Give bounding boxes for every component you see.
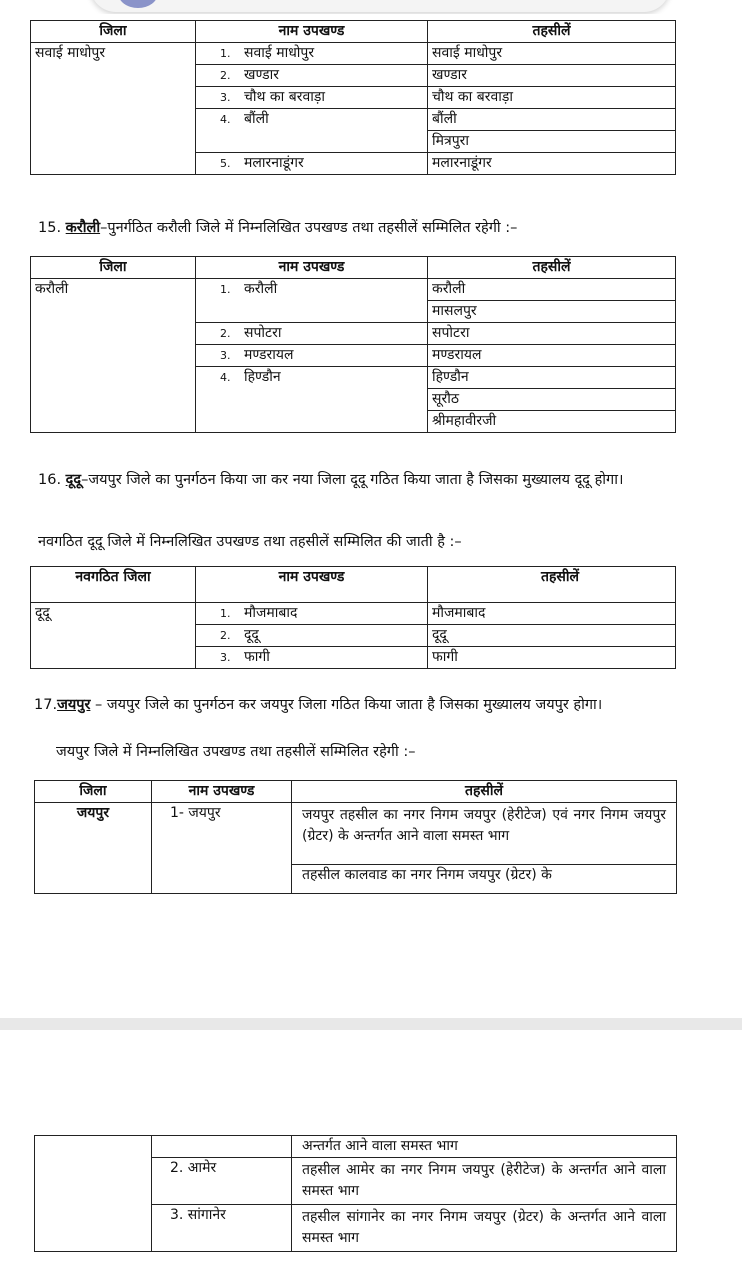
district-cell-empty bbox=[35, 1136, 152, 1252]
subdivision-cell: 3. चौथ का बरवाड़ा bbox=[196, 87, 428, 109]
subdivision-cell: 2. खण्डार bbox=[196, 65, 428, 87]
table-karauli bbox=[30, 256, 676, 433]
table-jaipur bbox=[34, 780, 677, 894]
subdivision-cell: 2. सपोटरा bbox=[196, 323, 428, 345]
col-header-district: जिला bbox=[31, 21, 196, 43]
tehsil-cell: मौजमाबाद bbox=[428, 603, 676, 625]
col-header-district: जिला bbox=[35, 781, 152, 803]
subdivision-cell: 1. मौजमाबाद bbox=[196, 603, 428, 625]
subdivision-cell-empty bbox=[196, 411, 428, 433]
tehsil-text-cell: जयपुर तहसील का नगर निगम जयपुर (हेरीटेज) एवं नगर निगम जयपुर (ग्रेटर) के अन्तर्गत आने वाला समस्त भाग bbox=[292, 803, 677, 865]
para-15: 15. करौली–पुनर्गठित करौली जिले में निम्नलिखित उपखण्ड तथा तहसीलें सम्मिलित रहेगी :– bbox=[38, 220, 518, 236]
tehsil-text-cell: अन्तर्गत आने वाला समस्त भाग bbox=[292, 1136, 677, 1158]
col-header-district: जिला bbox=[31, 257, 196, 279]
subdivision-cell: 1- जयपुर bbox=[152, 803, 292, 894]
subdivision-cell: 2. आमेर bbox=[152, 1158, 292, 1205]
subdivision-cell: 2. दूदू bbox=[196, 625, 428, 647]
district-cell: करौली bbox=[31, 279, 196, 433]
subdivision-cell-empty bbox=[196, 301, 428, 323]
tehsil-cell: फागी bbox=[428, 647, 676, 669]
district-cell: सवाई माधोपुर bbox=[31, 43, 196, 175]
tehsil-cell: दूदू bbox=[428, 625, 676, 647]
col-header-subdivision: नाम उपखण्ड bbox=[196, 567, 428, 603]
subdivision-cell: 1. करौली bbox=[196, 279, 428, 301]
subdivision-cell-empty bbox=[196, 131, 428, 153]
subdivision-cell: 4. हिण्डौन bbox=[196, 367, 428, 389]
col-header-tehsils: तहसीलें bbox=[428, 21, 676, 43]
col-header-subdivision: नाम उपखण्ड bbox=[152, 781, 292, 803]
top-toolbar-edge bbox=[0, 0, 742, 14]
para-17: 17.जयपुर – जयपुर जिले का पुनर्गठन कर जयपुर जिला गठित किया जाता है जिसका मुख्यालय जयपुर होगा। bbox=[34, 697, 603, 713]
district-cell: दूदू bbox=[31, 603, 196, 669]
tehsil-cell: मलारनाडूंगर bbox=[428, 153, 676, 175]
subdivision-cell-empty bbox=[152, 1136, 292, 1158]
page-separator bbox=[0, 1018, 742, 1030]
tehsil-cell: सपोटरा bbox=[428, 323, 676, 345]
col-header-subdivision: नाम उपखण्ड bbox=[196, 21, 428, 43]
para-17-sub: जयपुर जिले में निम्नलिखित उपखण्ड तथा तहसीलें सम्मिलित रहेगी :– bbox=[56, 744, 416, 760]
document-page-2 bbox=[0, 1030, 742, 1280]
col-header-tehsils: तहसीलें bbox=[428, 257, 676, 279]
subdivision-cell: 3. सांगानेर bbox=[152, 1205, 292, 1252]
subdivision-cell: 3. मण्डरायल bbox=[196, 345, 428, 367]
tehsil-cell: खण्डार bbox=[428, 65, 676, 87]
tehsil-cell: हिण्डौन bbox=[428, 367, 676, 389]
tehsil-cell: चौथ का बरवाड़ा bbox=[428, 87, 676, 109]
tehsil-cell: सूरौठ bbox=[428, 389, 676, 411]
tehsil-cell: बौंली bbox=[428, 109, 676, 131]
col-header-tehsils: तहसीलें bbox=[292, 781, 677, 803]
subdivision-cell-empty bbox=[196, 389, 428, 411]
subdivision-cell: 5. मलारनाडूंगर bbox=[196, 153, 428, 175]
para-16-sub: नवगठित दूदू जिले में निम्नलिखित उपखण्ड तथा तहसीलें सम्मिलित की जाती है :– bbox=[38, 534, 462, 550]
table-sawai-madhopur bbox=[30, 20, 676, 175]
tehsil-cell: मासलपुर bbox=[428, 301, 676, 323]
tehsil-cell: मण्डरायल bbox=[428, 345, 676, 367]
tehsil-cell: श्रीमहावीरजी bbox=[428, 411, 676, 433]
subdivision-cell: 4. बौंली bbox=[196, 109, 428, 131]
district-cell: जयपुर bbox=[35, 803, 152, 894]
para-16: 16. दूदू–जयपुर जिले का पुनर्गठन किया जा कर नया जिला दूदू गठित किया जाता है जिसका मुख्यालय दूदू होगा। bbox=[38, 472, 624, 488]
floating-toolbar[interactable] bbox=[90, 0, 670, 12]
col-header-tehsils: तहसीलें bbox=[428, 567, 676, 603]
tehsil-text-cell: तहसील कालवाड का नगर निगम जयपुर (ग्रेटर) के bbox=[292, 864, 677, 893]
col-header-subdivision: नाम उपखण्ड bbox=[196, 257, 428, 279]
tehsil-cell: मित्रपुरा bbox=[428, 131, 676, 153]
col-header-district: नवगठित जिला bbox=[31, 567, 196, 603]
table-dudu bbox=[30, 566, 676, 669]
tehsil-text-cell: तहसील सांगानेर का नगर निगम जयपुर (ग्रेटर) के अन्तर्गत आने वाला समस्त भाग bbox=[292, 1205, 677, 1252]
subdivision-cell: 3. फागी bbox=[196, 647, 428, 669]
tehsil-cell: करौली bbox=[428, 279, 676, 301]
subdivision-cell: 1. सवाई माधोपुर bbox=[196, 43, 428, 65]
tehsil-text-cell: तहसील आमेर का नगर निगम जयपुर (हेरीटेज) के अन्तर्गत आने वाला समस्त भाग bbox=[292, 1158, 677, 1205]
tehsil-cell: सवाई माधोपुर bbox=[428, 43, 676, 65]
table-jaipur-continued bbox=[34, 1135, 677, 1252]
